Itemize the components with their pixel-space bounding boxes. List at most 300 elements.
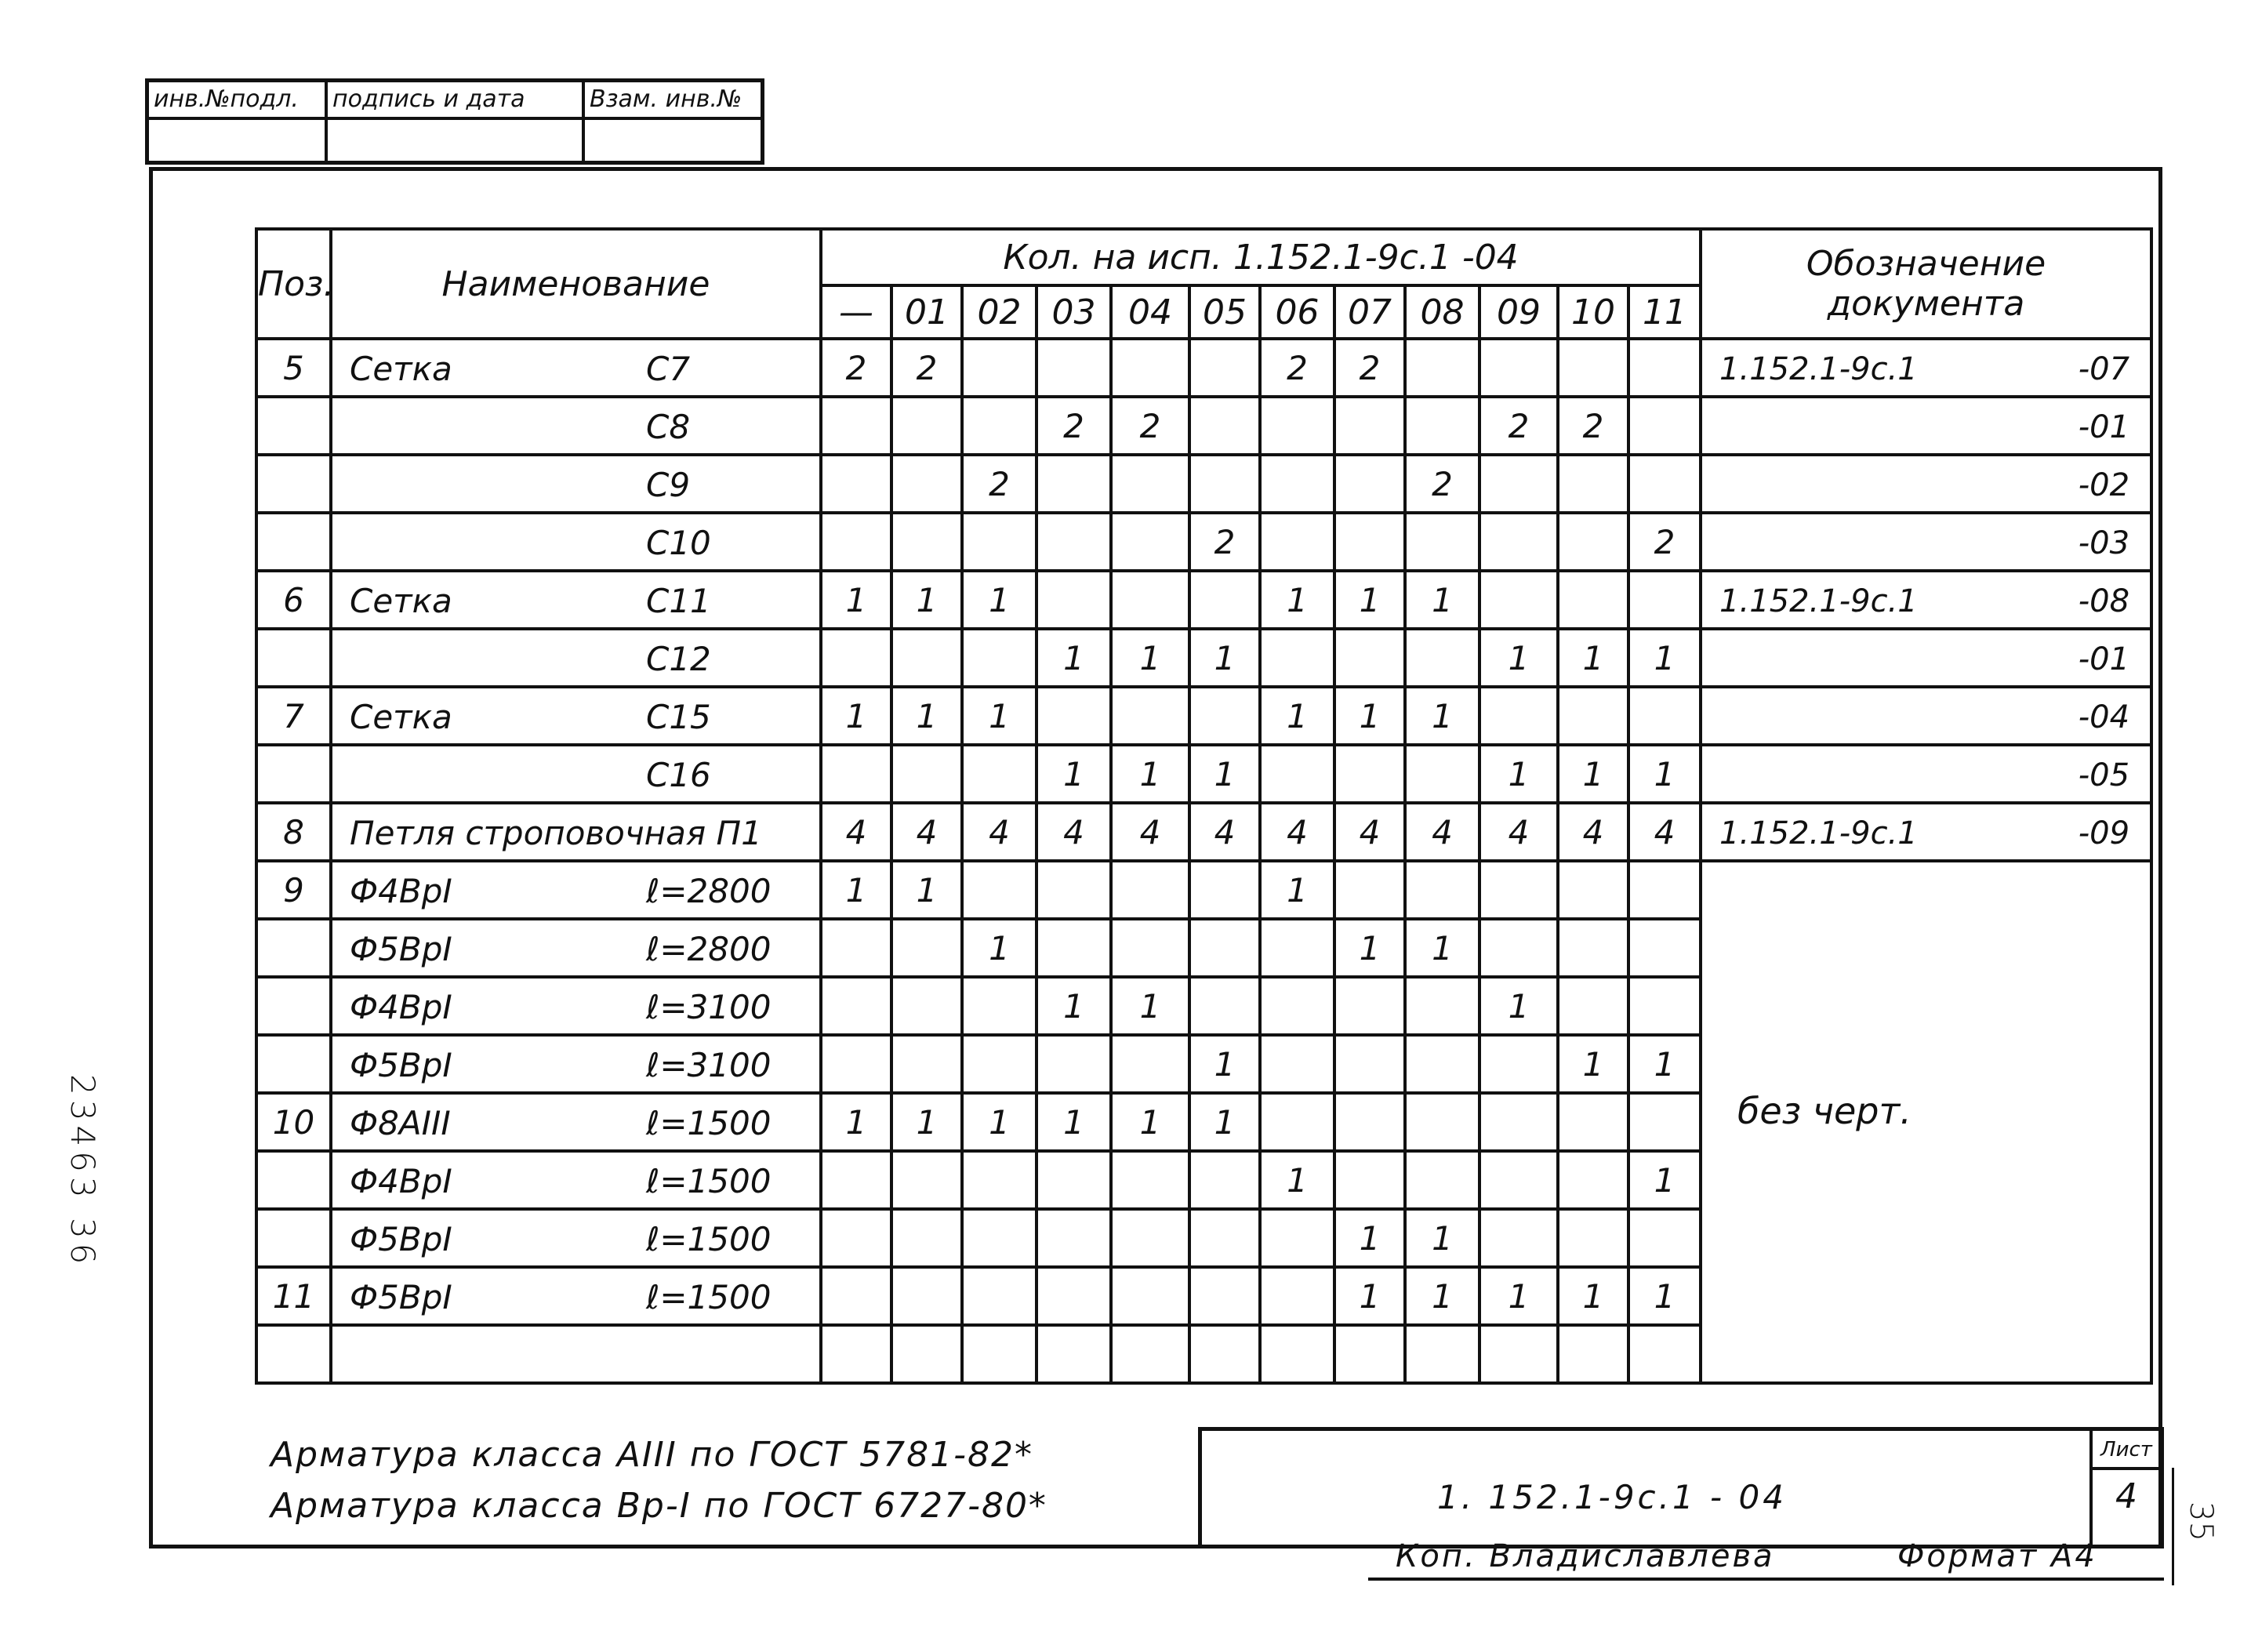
document-cell <box>1701 745 2151 803</box>
quantity-cell <box>1111 861 1189 919</box>
quantity-cell <box>891 629 962 687</box>
quantity-cell: 1 <box>1334 1267 1405 1325</box>
quantity-cell <box>821 977 891 1035</box>
quantity-cell <box>1260 455 1334 513</box>
quantity-cell <box>1628 1093 1701 1151</box>
quantity-cell: 2 <box>1558 397 1628 455</box>
quantity-cell: 2 <box>1189 513 1260 571</box>
document-suffix: -01 <box>2078 409 2130 445</box>
quantity-cell <box>1479 861 1558 919</box>
position-cell <box>256 919 331 977</box>
quantity-cell: 1 <box>821 1093 891 1151</box>
quantity-cell: 1 <box>891 861 962 919</box>
quantity-cell <box>962 1209 1037 1267</box>
quantity-cell <box>821 455 891 513</box>
column-header: 05 <box>1189 285 1260 339</box>
quantity-cell <box>1479 513 1558 571</box>
quantity-cell <box>1558 571 1628 629</box>
quantity-cell <box>891 745 962 803</box>
quantity-cell <box>1037 1035 1111 1093</box>
quantity-cell: 1 <box>1558 1035 1628 1093</box>
quantity-cell <box>1037 919 1111 977</box>
quantity-cell <box>1260 745 1334 803</box>
name-cell <box>331 745 821 803</box>
position-cell: 9 <box>256 861 331 919</box>
quantity-cell <box>1037 513 1111 571</box>
quantity-cell <box>1628 1209 1701 1267</box>
quantity-cell: 1 <box>1479 629 1558 687</box>
quantity-cell: 1 <box>1111 977 1189 1035</box>
quantity-cell <box>891 455 962 513</box>
quantity-cell: 1 <box>1405 1209 1479 1267</box>
quantity-cell: 1 <box>1334 687 1405 745</box>
quantity-cell: 4 <box>1260 803 1334 861</box>
quantity-cell: 4 <box>1558 803 1628 861</box>
name-cell <box>331 1209 821 1267</box>
quantity-cell <box>1334 1035 1405 1093</box>
quantity-cell <box>1189 1325 1260 1383</box>
quantity-cell: 4 <box>1628 803 1701 861</box>
quantity-cell: 1 <box>1479 977 1558 1035</box>
position-cell: 8 <box>256 803 331 861</box>
quantity-cell <box>1189 1151 1260 1209</box>
item-name: Сетка <box>350 582 452 620</box>
document-cell <box>1701 397 2151 455</box>
position-cell <box>256 977 331 1035</box>
quantity-cell <box>1334 629 1405 687</box>
column-header: 09 <box>1479 285 1558 339</box>
quantity-cell: 2 <box>1334 339 1405 397</box>
sheet-box <box>2089 1431 2160 1545</box>
item-mark: С8 <box>646 408 691 446</box>
specification-table <box>255 227 2153 1385</box>
quantity-cell <box>962 977 1037 1035</box>
quantity-cell <box>1558 513 1628 571</box>
quantity-cell <box>1111 1267 1189 1325</box>
column-header: 10 <box>1558 285 1628 339</box>
item-name: Ф4ВрI <box>350 872 452 910</box>
name-cell <box>331 397 821 455</box>
quantity-cell <box>1260 977 1334 1035</box>
quantity-cell: 1 <box>1405 1267 1479 1325</box>
quantity-cell: 1 <box>891 687 962 745</box>
quantity-cell <box>891 1325 962 1383</box>
quantity-cell: 4 <box>1189 803 1260 861</box>
quantity-cell <box>962 1151 1037 1209</box>
quantity-cell <box>1260 1093 1334 1151</box>
quantity-cell: 1 <box>821 687 891 745</box>
item-name: Сетка <box>350 350 452 388</box>
quantity-cell <box>1628 977 1701 1035</box>
quantity-cell <box>1037 339 1111 397</box>
name-cell <box>331 1035 821 1093</box>
name-cell <box>331 977 821 1035</box>
position-cell: 6 <box>256 571 331 629</box>
quantity-cell <box>1628 1325 1701 1383</box>
quantity-cell <box>1405 513 1479 571</box>
column-header: — <box>821 285 891 339</box>
quantity-cell <box>821 513 891 571</box>
item-mark: С16 <box>646 756 711 794</box>
quantity-cell <box>891 1267 962 1325</box>
quantity-cell <box>1558 455 1628 513</box>
quantity-cell <box>1111 339 1189 397</box>
quantity-cell <box>962 339 1037 397</box>
document-suffix: -05 <box>2078 757 2130 793</box>
table-row <box>256 687 2151 745</box>
quantity-cell: 1 <box>1260 687 1334 745</box>
note-a3: Арматура класса АIII по ГОСТ 5781-82* <box>270 1435 1033 1475</box>
item-mark: ℓ=3100 <box>646 988 772 1026</box>
quantity-cell <box>1334 1325 1405 1383</box>
column-header: 07 <box>1334 285 1405 339</box>
quantity-cell <box>1260 629 1334 687</box>
quantity-cell: 1 <box>1260 571 1334 629</box>
quantity-cell <box>1558 339 1628 397</box>
quantity-cell <box>1405 1151 1479 1209</box>
quantity-cell <box>1189 1209 1260 1267</box>
table-row <box>256 571 2151 629</box>
quantity-cell: 1 <box>1189 745 1260 803</box>
document-suffix: -03 <box>2078 525 2130 561</box>
quantity-cell <box>1479 1093 1558 1151</box>
stamp-signature-label: подпись и дата <box>328 82 585 120</box>
document-cell-merged <box>1701 861 2151 1383</box>
quantity-cell <box>1405 629 1479 687</box>
item-mark: С15 <box>646 698 711 736</box>
quantity-cell <box>962 1267 1037 1325</box>
quantity-cell <box>821 1209 891 1267</box>
quantity-cell: 1 <box>962 919 1037 977</box>
quantity-cell: 1 <box>1405 919 1479 977</box>
item-name: Петля строповочная П1 <box>350 814 762 852</box>
name-cell <box>331 513 821 571</box>
name-cell <box>331 1151 821 1209</box>
quantity-cell <box>891 1209 962 1267</box>
quantity-cell <box>1189 919 1260 977</box>
quantity-cell: 1 <box>1628 1151 1701 1209</box>
stamp-signature-cell <box>328 120 585 161</box>
item-mark: ℓ=1500 <box>646 1278 772 1316</box>
name-cell <box>331 1093 821 1151</box>
quantity-cell <box>1189 455 1260 513</box>
quantity-cell: 1 <box>1479 1267 1558 1325</box>
quantity-cell: 1 <box>1111 1093 1189 1151</box>
page-number: 35 <box>2183 1501 2219 1541</box>
document-series: 1.152.1-9с.1 <box>1719 815 1918 851</box>
quantity-cell <box>1628 861 1701 919</box>
table-row <box>256 455 2151 513</box>
quantity-cell: 1 <box>1189 629 1260 687</box>
quantity-cell <box>891 397 962 455</box>
approval-stamp <box>145 78 764 165</box>
quantity-cell <box>891 513 962 571</box>
quantity-cell <box>821 1267 891 1325</box>
quantity-cell <box>891 1151 962 1209</box>
quantity-cell: 4 <box>891 803 962 861</box>
quantity-cell <box>1111 1325 1189 1383</box>
title-block <box>1198 1427 2164 1549</box>
quantity-cell <box>1111 455 1189 513</box>
item-name: Ф4ВрI <box>350 1162 452 1200</box>
document-suffix: -09 <box>2078 815 2130 851</box>
position-cell <box>256 629 331 687</box>
quantity-cell <box>1479 1209 1558 1267</box>
quantity-cell <box>1037 571 1111 629</box>
quantity-cell <box>1405 1325 1479 1383</box>
quantity-cell: 1 <box>1189 1093 1260 1151</box>
table-row <box>256 803 2151 861</box>
quantity-cell <box>1334 1151 1405 1209</box>
quantity-cell: 1 <box>1628 1267 1701 1325</box>
quantity-cell: 2 <box>1628 513 1701 571</box>
quantity-cell <box>1558 861 1628 919</box>
item-mark: ℓ=3100 <box>646 1046 772 1084</box>
position-cell <box>256 1209 331 1267</box>
quantity-cell <box>1405 861 1479 919</box>
quantity-cell <box>962 1035 1037 1093</box>
quantity-cell <box>1111 1035 1189 1093</box>
quantity-cell <box>1260 1267 1334 1325</box>
quantity-cell <box>1260 513 1334 571</box>
position-cell <box>256 397 331 455</box>
name-cell <box>331 687 821 745</box>
position-cell <box>256 513 331 571</box>
name-cell <box>331 803 821 861</box>
quantity-cell <box>1558 1151 1628 1209</box>
quantity-cell: 1 <box>1479 745 1558 803</box>
quantity-cell <box>1334 1093 1405 1151</box>
quantity-cell <box>962 745 1037 803</box>
header-quantity: Кол. на исп. 1.152.1-9с.1 -04 <box>821 229 1701 285</box>
quantity-cell <box>821 1035 891 1093</box>
stamp-inventory-label: инв.№подл. <box>149 82 328 120</box>
position-cell <box>256 1325 331 1383</box>
position-cell <box>256 455 331 513</box>
quantity-cell <box>1111 919 1189 977</box>
stamp-replacement-cell <box>585 120 761 161</box>
quantity-cell: 2 <box>1037 397 1111 455</box>
quantity-cell: 1 <box>1111 745 1189 803</box>
quantity-cell <box>1111 687 1189 745</box>
document-suffix: -02 <box>2078 467 2130 503</box>
margin-line <box>2172 1468 2174 1585</box>
table-row <box>256 397 2151 455</box>
quantity-cell <box>1628 571 1701 629</box>
quantity-cell: 1 <box>1189 1035 1260 1093</box>
quantity-cell <box>1628 687 1701 745</box>
quantity-cell: 4 <box>1405 803 1479 861</box>
quantity-cell <box>1334 397 1405 455</box>
paper-format: Формат А4 <box>1897 1538 2097 1574</box>
sheet-label: Лист <box>2093 1431 2160 1470</box>
quantity-cell: 1 <box>1628 745 1701 803</box>
quantity-cell <box>1260 919 1334 977</box>
quantity-cell <box>891 977 962 1035</box>
document-series: 1.152.1-9с.1 <box>1719 583 1918 619</box>
quantity-cell <box>962 513 1037 571</box>
stamp-replacement-label: Взам. инв.№ <box>585 82 761 120</box>
quantity-cell <box>1479 687 1558 745</box>
quantity-cell <box>1479 1151 1558 1209</box>
name-cell <box>331 629 821 687</box>
quantity-cell <box>1189 861 1260 919</box>
document-code: 1. 152.1-9с.1 - 04 <box>1437 1478 1788 1516</box>
quantity-cell <box>1189 1267 1260 1325</box>
stamp-inventory-cell <box>149 120 328 161</box>
sheet-number: 4 <box>2115 1476 2137 1516</box>
header-document <box>1701 229 2151 339</box>
quantity-cell <box>1111 1209 1189 1267</box>
quantity-cell <box>1558 1325 1628 1383</box>
name-cell <box>331 919 821 977</box>
quantity-cell <box>891 1035 962 1093</box>
quantity-cell <box>1628 455 1701 513</box>
name-cell <box>331 455 821 513</box>
document-cell <box>1701 803 2151 861</box>
item-mark: ℓ=2800 <box>646 872 772 910</box>
quantity-cell <box>1628 339 1701 397</box>
quantity-cell: 1 <box>1037 1093 1111 1151</box>
quantity-cell: 1 <box>962 687 1037 745</box>
quantity-cell <box>1405 1035 1479 1093</box>
quantity-cell: 1 <box>1260 1151 1334 1209</box>
quantity-cell <box>1479 1325 1558 1383</box>
quantity-cell <box>1037 861 1111 919</box>
quantity-cell <box>1628 397 1701 455</box>
table-row <box>256 745 2151 803</box>
position-cell: 10 <box>256 1093 331 1151</box>
column-header: 04 <box>1111 285 1189 339</box>
copyist: Коп. Владиславлева <box>1396 1538 1775 1574</box>
quantity-cell <box>962 1325 1037 1383</box>
quantity-cell <box>1479 1035 1558 1093</box>
table-row <box>256 861 2151 919</box>
item-name: Ф5ВрI <box>350 1220 452 1258</box>
document-cell <box>1701 339 2151 397</box>
item-mark: С10 <box>646 524 711 562</box>
quantity-cell <box>962 629 1037 687</box>
document-cell <box>1701 513 2151 571</box>
table-row <box>256 513 2151 571</box>
quantity-cell <box>1334 513 1405 571</box>
quantity-cell <box>1037 1151 1111 1209</box>
quantity-cell <box>821 629 891 687</box>
quantity-cell <box>1479 571 1558 629</box>
column-header: 06 <box>1260 285 1334 339</box>
quantity-cell <box>1334 977 1405 1035</box>
quantity-cell: 1 <box>1334 919 1405 977</box>
quantity-cell: 1 <box>1405 571 1479 629</box>
quantity-cell: 1 <box>821 571 891 629</box>
quantity-cell <box>1037 1209 1111 1267</box>
quantity-cell <box>1405 397 1479 455</box>
column-header: 08 <box>1405 285 1479 339</box>
quantity-cell <box>1558 1209 1628 1267</box>
name-cell <box>331 339 821 397</box>
position-cell: 11 <box>256 1267 331 1325</box>
item-name: Ф5ВрI <box>350 1278 452 1316</box>
position-cell <box>256 1151 331 1209</box>
quantity-cell <box>1037 455 1111 513</box>
quantity-cell: 2 <box>1405 455 1479 513</box>
quantity-cell <box>1260 1325 1334 1383</box>
quantity-cell: 1 <box>1628 1035 1701 1093</box>
note-bp1: Арматура класса Вр-I по ГОСТ 6727-80* <box>270 1486 1047 1526</box>
quantity-cell: 4 <box>1334 803 1405 861</box>
item-name: Ф8АIII <box>350 1104 451 1142</box>
quantity-cell: 2 <box>962 455 1037 513</box>
quantity-cell: 1 <box>1037 977 1111 1035</box>
quantity-cell <box>1479 339 1558 397</box>
document-cell <box>1701 687 2151 745</box>
quantity-cell: 1 <box>1405 687 1479 745</box>
quantity-cell: 2 <box>1260 339 1334 397</box>
quantity-cell <box>1037 687 1111 745</box>
quantity-cell: 1 <box>821 861 891 919</box>
quantity-cell <box>821 1151 891 1209</box>
quantity-cell <box>1334 455 1405 513</box>
quantity-cell <box>1260 1035 1334 1093</box>
quantity-cell <box>1189 397 1260 455</box>
quantity-cell <box>1405 1093 1479 1151</box>
item-name: Ф5ВрI <box>350 930 452 968</box>
quantity-cell <box>821 397 891 455</box>
document-suffix: -01 <box>2078 641 2130 677</box>
item-name: Ф5ВрI <box>350 1046 452 1084</box>
quantity-cell <box>962 861 1037 919</box>
quantity-cell <box>1189 571 1260 629</box>
document-suffix: -07 <box>2078 351 2130 387</box>
quantity-cell: 2 <box>891 339 962 397</box>
quantity-cell: 1 <box>891 1093 962 1151</box>
column-header: 03 <box>1037 285 1111 339</box>
quantity-cell: 2 <box>1479 397 1558 455</box>
quantity-cell <box>1111 513 1189 571</box>
item-mark: ℓ=1500 <box>646 1104 772 1142</box>
item-mark: ℓ=1500 <box>646 1220 772 1258</box>
quantity-cell <box>1558 687 1628 745</box>
position-cell: 5 <box>256 339 331 397</box>
quantity-cell: 4 <box>1479 803 1558 861</box>
document-suffix: -08 <box>2078 583 2130 619</box>
table-row <box>256 629 2151 687</box>
quantity-cell: 1 <box>891 571 962 629</box>
item-mark: ℓ=2800 <box>646 930 772 968</box>
quantity-cell <box>821 745 891 803</box>
quantity-cell: 1 <box>1111 629 1189 687</box>
document-cell <box>1701 455 2151 513</box>
quantity-cell <box>1479 919 1558 977</box>
document-suffix: -04 <box>2078 699 2130 735</box>
quantity-cell <box>1111 1151 1189 1209</box>
item-mark: ℓ=1500 <box>646 1162 772 1200</box>
name-cell <box>331 861 821 919</box>
quantity-cell: 1 <box>1037 745 1111 803</box>
quantity-cell: 1 <box>962 1093 1037 1151</box>
quantity-cell: 1 <box>962 571 1037 629</box>
document-cell <box>1701 629 2151 687</box>
quantity-cell <box>1558 1093 1628 1151</box>
quantity-cell: 1 <box>1334 571 1405 629</box>
quantity-cell: 2 <box>1111 397 1189 455</box>
quantity-cell <box>1111 571 1189 629</box>
quantity-cell: 1 <box>1558 745 1628 803</box>
quantity-cell <box>1260 397 1334 455</box>
document-series: 1.152.1-9с.1 <box>1719 351 1918 387</box>
item-name: Сетка <box>350 698 452 736</box>
quantity-cell <box>1405 339 1479 397</box>
